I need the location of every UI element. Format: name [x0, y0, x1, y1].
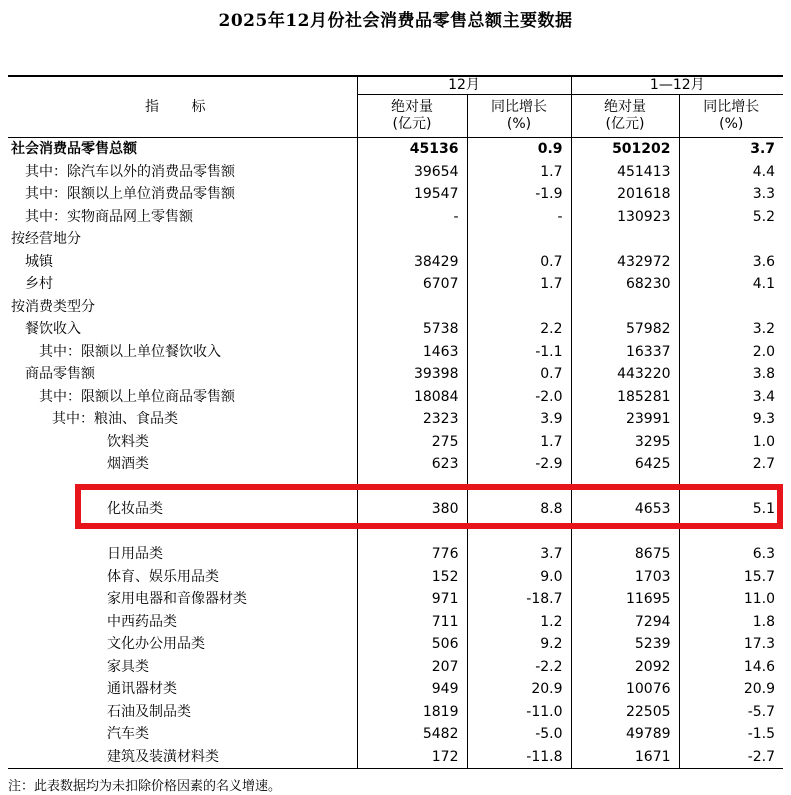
ytd-abs-value: 22505	[571, 701, 679, 724]
row-label: 城镇	[25, 253, 53, 270]
row-label: 其中：除汽车以外的消费品零售额	[25, 163, 235, 180]
table-row	[8, 498, 783, 521]
month-abs-value: 971	[357, 588, 467, 611]
ytd-abs-value: 201618	[571, 183, 679, 206]
table-row	[8, 318, 783, 341]
month-yoy-value: 1.7	[467, 431, 571, 454]
month-yoy-value: -11.8	[467, 746, 571, 769]
row-label: 商品零售额	[25, 366, 95, 383]
page-title: 2025年12月份社会消费品零售总额主要数据	[218, 11, 573, 31]
month-group-header: 12月	[357, 76, 571, 95]
ytd-yoy-value	[679, 296, 783, 319]
month-abs-value: 152	[357, 566, 467, 589]
ytd-yoy-value: 6.3	[679, 543, 783, 566]
month-yoy-value: -2.2	[467, 656, 571, 679]
month-yoy-value: -11.0	[467, 701, 571, 724]
month-abs-value: 2323	[357, 408, 467, 431]
month-abs-value: 776	[357, 543, 467, 566]
month-yoy-value: -18.7	[467, 588, 571, 611]
table-row	[8, 296, 783, 319]
table-row	[8, 273, 783, 296]
month-abs-value: 18084	[357, 386, 467, 409]
table-row	[8, 656, 783, 679]
month-abs-value: 5482	[357, 723, 467, 746]
row-label: 石油及制品类	[107, 703, 191, 720]
ytd-abs-value: 443220	[571, 363, 679, 386]
ytd-yoy-value: -1.5	[679, 723, 783, 746]
row-label: 按消费类型分	[11, 298, 95, 315]
yoy-unit: (%)	[719, 116, 744, 132]
row-label: 社会消费品零售总额	[11, 141, 137, 158]
ytd-yoy-value: 4.1	[679, 273, 783, 296]
table-row	[8, 431, 783, 454]
month-abs-value: 38429	[357, 251, 467, 274]
month-abs-value: 5738	[357, 318, 467, 341]
table-row	[8, 723, 783, 746]
table-row	[8, 566, 783, 589]
month-abs-value: 275	[357, 431, 467, 454]
ytd-yoy-value: 2.7	[679, 453, 783, 476]
row-label: 烟酒类	[107, 456, 149, 473]
table-row	[8, 521, 783, 544]
month-yoy-value	[467, 228, 571, 251]
ytd-abs-value	[571, 521, 679, 544]
row-label: 文化办公用品类	[107, 636, 205, 653]
table-row	[8, 363, 783, 386]
table-row	[8, 386, 783, 409]
table-row	[8, 341, 783, 364]
month-abs-value: 39654	[357, 161, 467, 184]
month-yoy-value	[467, 521, 571, 544]
ytd-abs-header	[571, 95, 679, 138]
row-label: 其中：粮油、食品类	[52, 411, 178, 428]
month-yoy-value: 1.7	[467, 161, 571, 184]
abs-unit: (亿元)	[605, 116, 645, 132]
row-label: 家具类	[107, 658, 149, 675]
table-row	[8, 543, 783, 566]
table-row	[8, 251, 783, 274]
ytd-abs-value: 432972	[571, 251, 679, 274]
row-label: 建筑及装潢材料类	[8, 746, 357, 769]
ytd-abs-value	[571, 476, 679, 499]
ytd-yoy-value: 17.3	[679, 633, 783, 656]
table-row	[8, 206, 783, 229]
row-label	[8, 476, 357, 499]
month-yoy-value: 0.7	[467, 363, 571, 386]
month-yoy-value: 2.2	[467, 318, 571, 341]
month-yoy-value: 0.9	[467, 138, 571, 161]
table-row	[8, 588, 783, 611]
ytd-abs-value: 2092	[571, 656, 679, 679]
row-label: 体育、娱乐用品类	[107, 568, 219, 585]
yoy-unit: (%)	[506, 116, 532, 132]
month-abs-value: 623	[357, 453, 467, 476]
month-yoy-value: 9.2	[467, 633, 571, 656]
ytd-yoy-value: 5.1	[679, 498, 783, 521]
ytd-abs-value: 10076	[571, 678, 679, 701]
ytd-abs-value: 57982	[571, 318, 679, 341]
month-yoy-value: -2.0	[467, 386, 571, 409]
row-label: 其中：限额以上单位消费品零售额	[25, 186, 235, 203]
ytd-yoy-value: 15.7	[679, 566, 783, 589]
ytd-abs-value: 49789	[571, 723, 679, 746]
row-label: 饮料类	[107, 433, 149, 450]
ytd-yoy-value: 20.9	[679, 678, 783, 701]
footnote: 注：此表数据均为未扣除价格因素的名义增速。	[8, 779, 282, 794]
ytd-abs-value: 8675	[571, 543, 679, 566]
ytd-yoy-value	[679, 228, 783, 251]
ytd-abs-value: 5239	[571, 633, 679, 656]
month-abs-value: 1463	[357, 341, 467, 364]
table-row	[8, 228, 783, 251]
month-yoy-value: -5.0	[467, 723, 571, 746]
ytd-abs-value: 11695	[571, 588, 679, 611]
month-yoy-value: -2.9	[467, 453, 571, 476]
month-yoy-value: 20.9	[467, 678, 571, 701]
table-row	[8, 453, 783, 476]
ytd-abs-value: 130923	[571, 206, 679, 229]
retail-sales-table	[8, 75, 783, 769]
ytd-abs-value: 451413	[571, 161, 679, 184]
ytd-yoy-value: -2.7	[679, 746, 783, 769]
ytd-abs-value: 68230	[571, 273, 679, 296]
ytd-yoy-header	[679, 95, 783, 138]
ytd-yoy-value: 2.0	[679, 341, 783, 364]
ytd-abs-value: 16337	[571, 341, 679, 364]
ytd-abs-value: 3295	[571, 431, 679, 454]
indicator-header: 指 标	[8, 76, 357, 138]
table-body	[8, 138, 783, 769]
month-yoy-value: -1.1	[467, 341, 571, 364]
ytd-abs-value	[571, 228, 679, 251]
ytd-yoy-value: 11.0	[679, 588, 783, 611]
ytd-yoy-value: 14.6	[679, 656, 783, 679]
ytd-abs-value: 185281	[571, 386, 679, 409]
table-row	[8, 476, 783, 499]
month-yoy-value	[467, 476, 571, 499]
ytd-group-header: 1—12月	[571, 76, 783, 95]
table-row	[8, 746, 783, 769]
ytd-yoy-value: 3.8	[679, 363, 783, 386]
ytd-abs-value: 6425	[571, 453, 679, 476]
month-yoy-value: 3.9	[467, 408, 571, 431]
ytd-yoy-value: 5.2	[679, 206, 783, 229]
row-label: 其中：限额以上单位商品零售额	[39, 388, 235, 405]
row-label: 化妆品类	[107, 501, 163, 518]
row-label: 中西药品类	[107, 613, 177, 630]
ytd-abs-value: 1703	[571, 566, 679, 589]
ytd-yoy-value: 3.4	[679, 386, 783, 409]
abs-label: 绝对量	[604, 99, 647, 115]
ytd-yoy-value: 3.2	[679, 318, 783, 341]
row-label: 按经营地分	[11, 231, 81, 248]
row-label: 通讯器材类	[107, 681, 177, 698]
table-row	[8, 408, 783, 431]
month-yoy-value: 8.8	[467, 498, 571, 521]
month-yoy-value: 1.7	[467, 273, 571, 296]
month-yoy-value	[467, 296, 571, 319]
yoy-label: 同比增长	[491, 99, 547, 115]
month-abs-value: 39398	[357, 363, 467, 386]
month-abs-value	[357, 228, 467, 251]
row-label: 其中：实物商品网上零售额	[25, 208, 193, 225]
month-yoy-header	[467, 95, 571, 138]
ytd-yoy-value: 4.4	[679, 161, 783, 184]
month-yoy-value: -1.9	[467, 183, 571, 206]
table-row	[8, 183, 783, 206]
month-yoy-value: 1.2	[467, 611, 571, 634]
ytd-yoy-value: 9.3	[679, 408, 783, 431]
month-abs-header	[357, 95, 467, 138]
month-yoy-value: 0.7	[467, 251, 571, 274]
table-row	[8, 138, 783, 161]
table-row	[8, 701, 783, 724]
month-abs-value	[357, 521, 467, 544]
ytd-abs-value: 4653	[571, 498, 679, 521]
month-yoy-value: 9.0	[467, 566, 571, 589]
ytd-abs-value: 23991	[571, 408, 679, 431]
abs-label: 绝对量	[391, 99, 433, 115]
table-row	[8, 678, 783, 701]
table-row	[8, 161, 783, 184]
month-abs-value: 1819	[357, 701, 467, 724]
ytd-abs-value: 1671	[571, 746, 679, 769]
month-abs-value	[357, 476, 467, 499]
month-abs-value: 506	[357, 633, 467, 656]
month-abs-value: 380	[357, 498, 467, 521]
ytd-abs-value: 7294	[571, 611, 679, 634]
ytd-abs-value: 501202	[571, 138, 679, 161]
ytd-yoy-value: 3.3	[679, 183, 783, 206]
ytd-abs-value	[571, 296, 679, 319]
month-yoy-value: 3.7	[467, 543, 571, 566]
ytd-yoy-value	[679, 521, 783, 544]
month-abs-value	[357, 296, 467, 319]
ytd-yoy-value: 1.8	[679, 611, 783, 634]
month-abs-value: 6707	[357, 273, 467, 296]
month-abs-value: 19547	[357, 183, 467, 206]
yoy-label: 同比增长	[703, 99, 760, 115]
row-label: 家用电器和音像器材类	[107, 591, 247, 608]
month-abs-value: 207	[357, 656, 467, 679]
row-label: 乡村	[25, 276, 53, 293]
ytd-yoy-value: -5.7	[679, 701, 783, 724]
ytd-yoy-value: 1.0	[679, 431, 783, 454]
month-abs-value: 711	[357, 611, 467, 634]
month-abs-value: -	[357, 206, 467, 229]
row-label	[8, 521, 357, 544]
row-label: 汽车类	[107, 726, 149, 743]
ytd-yoy-value: 3.7	[679, 138, 783, 161]
table-row	[8, 611, 783, 634]
row-label: 日用品类	[107, 546, 163, 563]
month-abs-value: 45136	[357, 138, 467, 161]
ytd-yoy-value: 3.6	[679, 251, 783, 274]
row-label: 餐饮收入	[25, 321, 81, 338]
month-abs-value: 949	[357, 678, 467, 701]
abs-unit: (亿元)	[392, 116, 432, 132]
table-row	[8, 633, 783, 656]
month-yoy-value: -	[467, 206, 571, 229]
month-abs-value: 172	[357, 746, 467, 769]
ytd-yoy-value	[679, 476, 783, 499]
row-label: 其中：限额以上单位餐饮收入	[39, 343, 221, 360]
